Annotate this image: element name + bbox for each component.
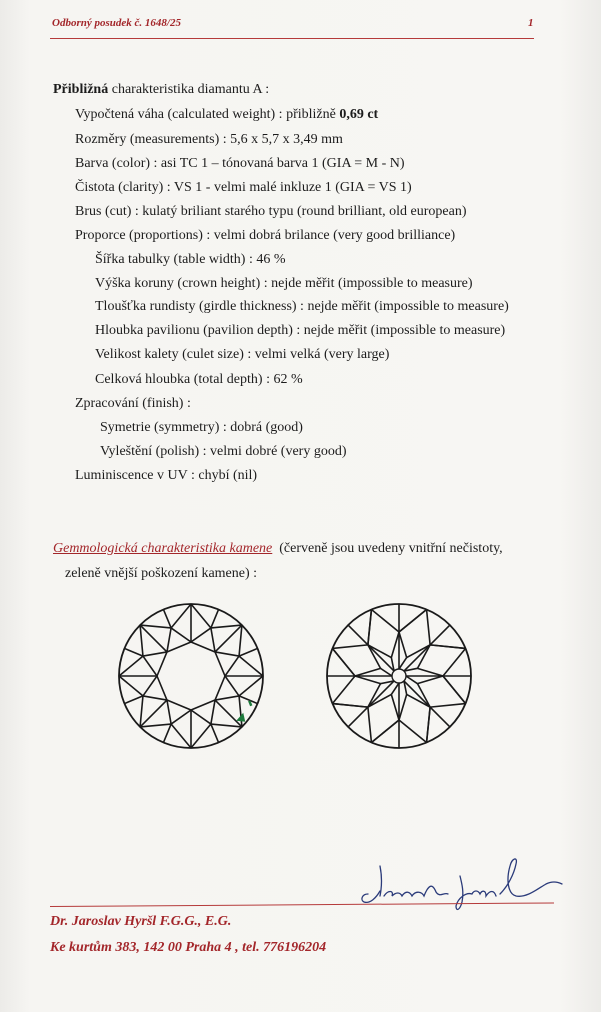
table-width-line: Šířka tabulky (table width) : 46 % [95, 252, 286, 267]
luminescence-line: Luminiscence v UV : chybí (nil) [75, 468, 258, 483]
proportions-line: Proporce (proportions) : velmi dobrá brilance (very good brilliance) [75, 228, 456, 243]
gemmological-title: Gemmologická charakteristika kamene [53, 541, 273, 556]
signature-icon [340, 846, 570, 926]
weight-value: 0,69 ct [339, 107, 379, 122]
report-title: Odborný posudek č. 1648/25 [52, 17, 181, 29]
finish-line: Zpracování (finish) : [75, 396, 191, 411]
measurements-line: Rozměry (measurements) : 5,6 x 5,7 x 3,49 mm [75, 132, 343, 147]
gemmological-note-2: zeleně vnější poškození kamene) : [65, 566, 258, 581]
heading-rest: charakteristika diamantu A : [108, 82, 270, 97]
author-name: Dr. Jaroslav Hyršl F.G.G., E.G. [50, 914, 232, 929]
crown-height-line: Výška koruny (crown height) : nejde měřit (impossible to measure) [95, 276, 473, 291]
weight-label: Vypočtená váha (calculated weight) : přibližně [75, 107, 340, 122]
girdle-line: Tloušťka rundisty (girdle thickness) : nejde měřit (impossible to measure) [95, 299, 509, 314]
total-depth-line: Celková hloubka (total depth) : 62 % [95, 372, 303, 387]
page-number: 1 [528, 17, 534, 29]
author-address: Ke kurtům 383, 142 00 Praha 4 , tel. 776196204 [50, 940, 327, 955]
gemmological-note: (červeně jsou uvedeny vnitřní nečistoty, [279, 541, 503, 556]
culet-line: Velikost kalety (culet size) : velmi velká (very large) [95, 347, 390, 362]
cut-line: Brus (cut) : kulatý briliant starého typu (round brilliant, old european) [75, 204, 467, 219]
heading-bold: Přibližná [53, 82, 109, 97]
symmetry-line: Symetrie (symmetry) : dobrá (good) [100, 420, 303, 435]
clarity-line: Čistota (clarity) : VS 1 - velmi malé inkluze 1 (GIA = VS 1) [75, 180, 412, 195]
diamond-pavilion-plot-icon [319, 591, 479, 761]
gemmological-heading [53, 541, 503, 557]
color-line: Barva (color) : asi TC 1 – tónovaná barva 1 (GIA = M - N) [75, 156, 405, 171]
polish-line: Vyleštění (polish) : velmi dobré (very good) [100, 444, 347, 459]
pavilion-line: Hloubka pavilionu (pavilion depth) : nejde měřit (impossible to measure) [95, 323, 506, 338]
diamond-crown-plot-icon [111, 591, 271, 761]
section-heading [53, 82, 269, 98]
header-divider [50, 38, 534, 39]
weight-line [75, 107, 378, 123]
